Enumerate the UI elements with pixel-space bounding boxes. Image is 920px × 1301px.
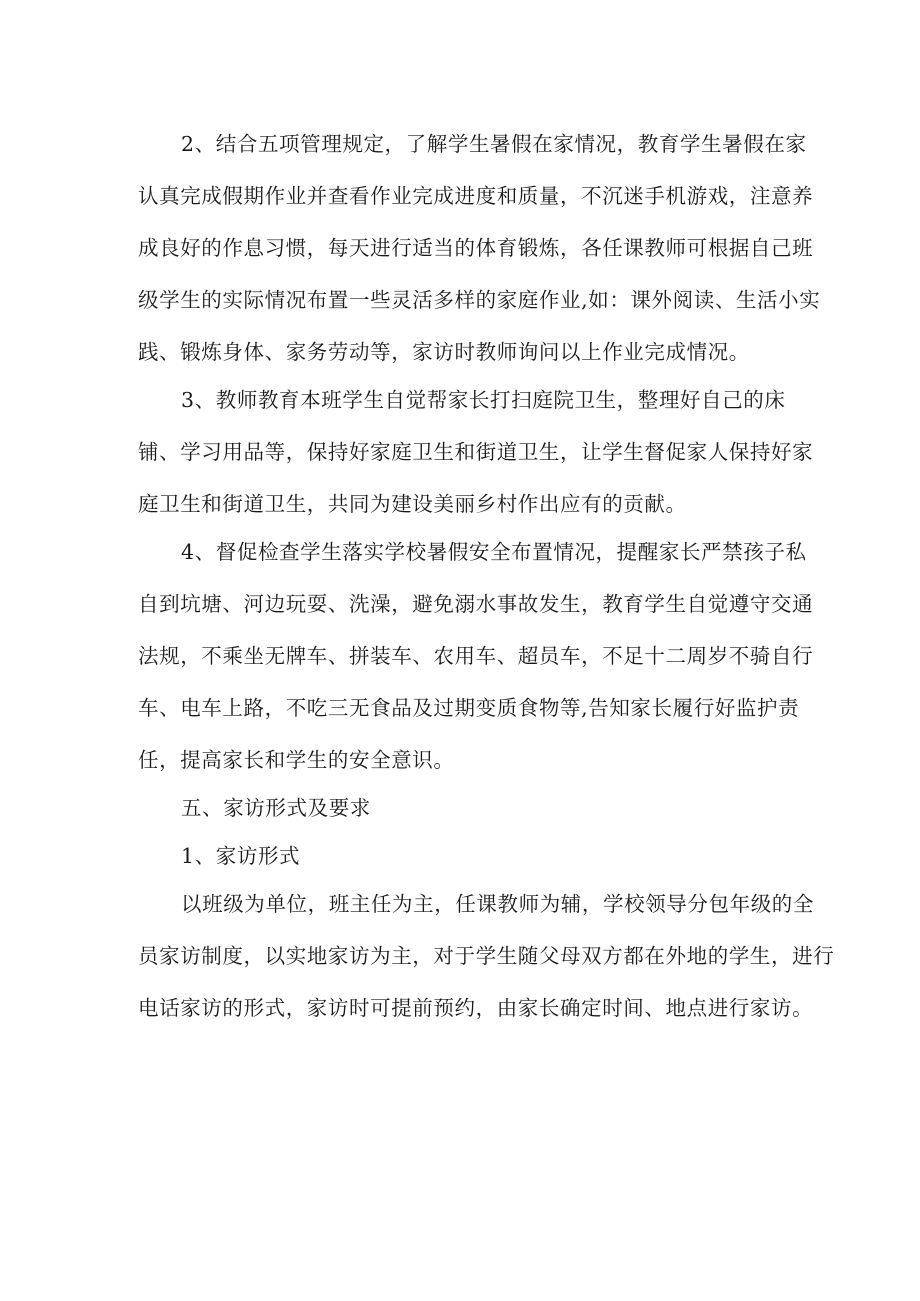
- text-line: 以班级为单位，班主任为主，任课教师为辅，学校领导分包年级的全: [181, 892, 814, 916]
- paragraph-item-3: [138, 382, 814, 522]
- document-body: [138, 126, 835, 1038]
- text-line: 法规，不乘坐无牌车、拼装车、农用车、超员车，不足十二周岁不骑自行: [138, 644, 814, 668]
- section-heading-5: [138, 790, 798, 826]
- text-line: 成良好的作息习惯，每天进行适当的体育锻炼，各任课教师可根据自己班: [138, 236, 814, 260]
- subsection-heading-5-1: [138, 838, 798, 874]
- paragraph-item-5-1: [138, 886, 835, 1026]
- text-line: 员家访制度，以实地家访为主，对于学生随父母双方都在外地的学生，进行: [138, 944, 835, 968]
- text-line: 电话家访的形式，家访时可提前预约，由家长确定时间、地点进行家访。: [138, 996, 814, 1020]
- paragraph-item-4: [138, 534, 814, 778]
- paragraph-item-2: [138, 126, 821, 370]
- text-line: 4、督促检查学生落实学校暑假安全布置情况，提醒家长严禁孩子私: [181, 540, 807, 564]
- text-line: 3、教师教育本班学生自觉帮家长打扫庭院卫生，整理好自己的床: [181, 388, 786, 412]
- subsection-heading-text: 1、家访形式: [181, 844, 301, 868]
- text-line: 级学生的实际情况布置一些灵活多样的家庭作业,如：课外阅读、生活小实: [138, 288, 821, 312]
- text-line: 自到坑塘、河边玩耍、洗澡，避免溺水事故发生，教育学生自觉遵守交通: [138, 592, 814, 616]
- text-line: 任，提高家长和学生的安全意识。: [138, 748, 455, 772]
- text-line: 铺、学习用品等，保持好家庭卫生和街道卫生，让学生督促家人保持好家: [138, 440, 814, 464]
- text-line: 庭卫生和街道卫生，共同为建设美丽乡村作出应有的贡献。: [138, 492, 687, 516]
- text-line: 2、结合五项管理规定，了解学生暑假在家情况，教育学生暑假在家: [181, 132, 807, 156]
- text-line: 践、锻炼身体、家务劳动等，家访时教师询问以上作业完成情况。: [138, 340, 750, 364]
- section-heading-text: 五、家访形式及要求: [181, 796, 371, 820]
- text-line: 认真完成假期作业并查看作业完成进度和质量，不沉迷手机游戏，注意养: [138, 184, 814, 208]
- text-line: 车、电车上路，不吃三无食品及过期变质食物等,告知家长履行好监护责: [138, 696, 800, 720]
